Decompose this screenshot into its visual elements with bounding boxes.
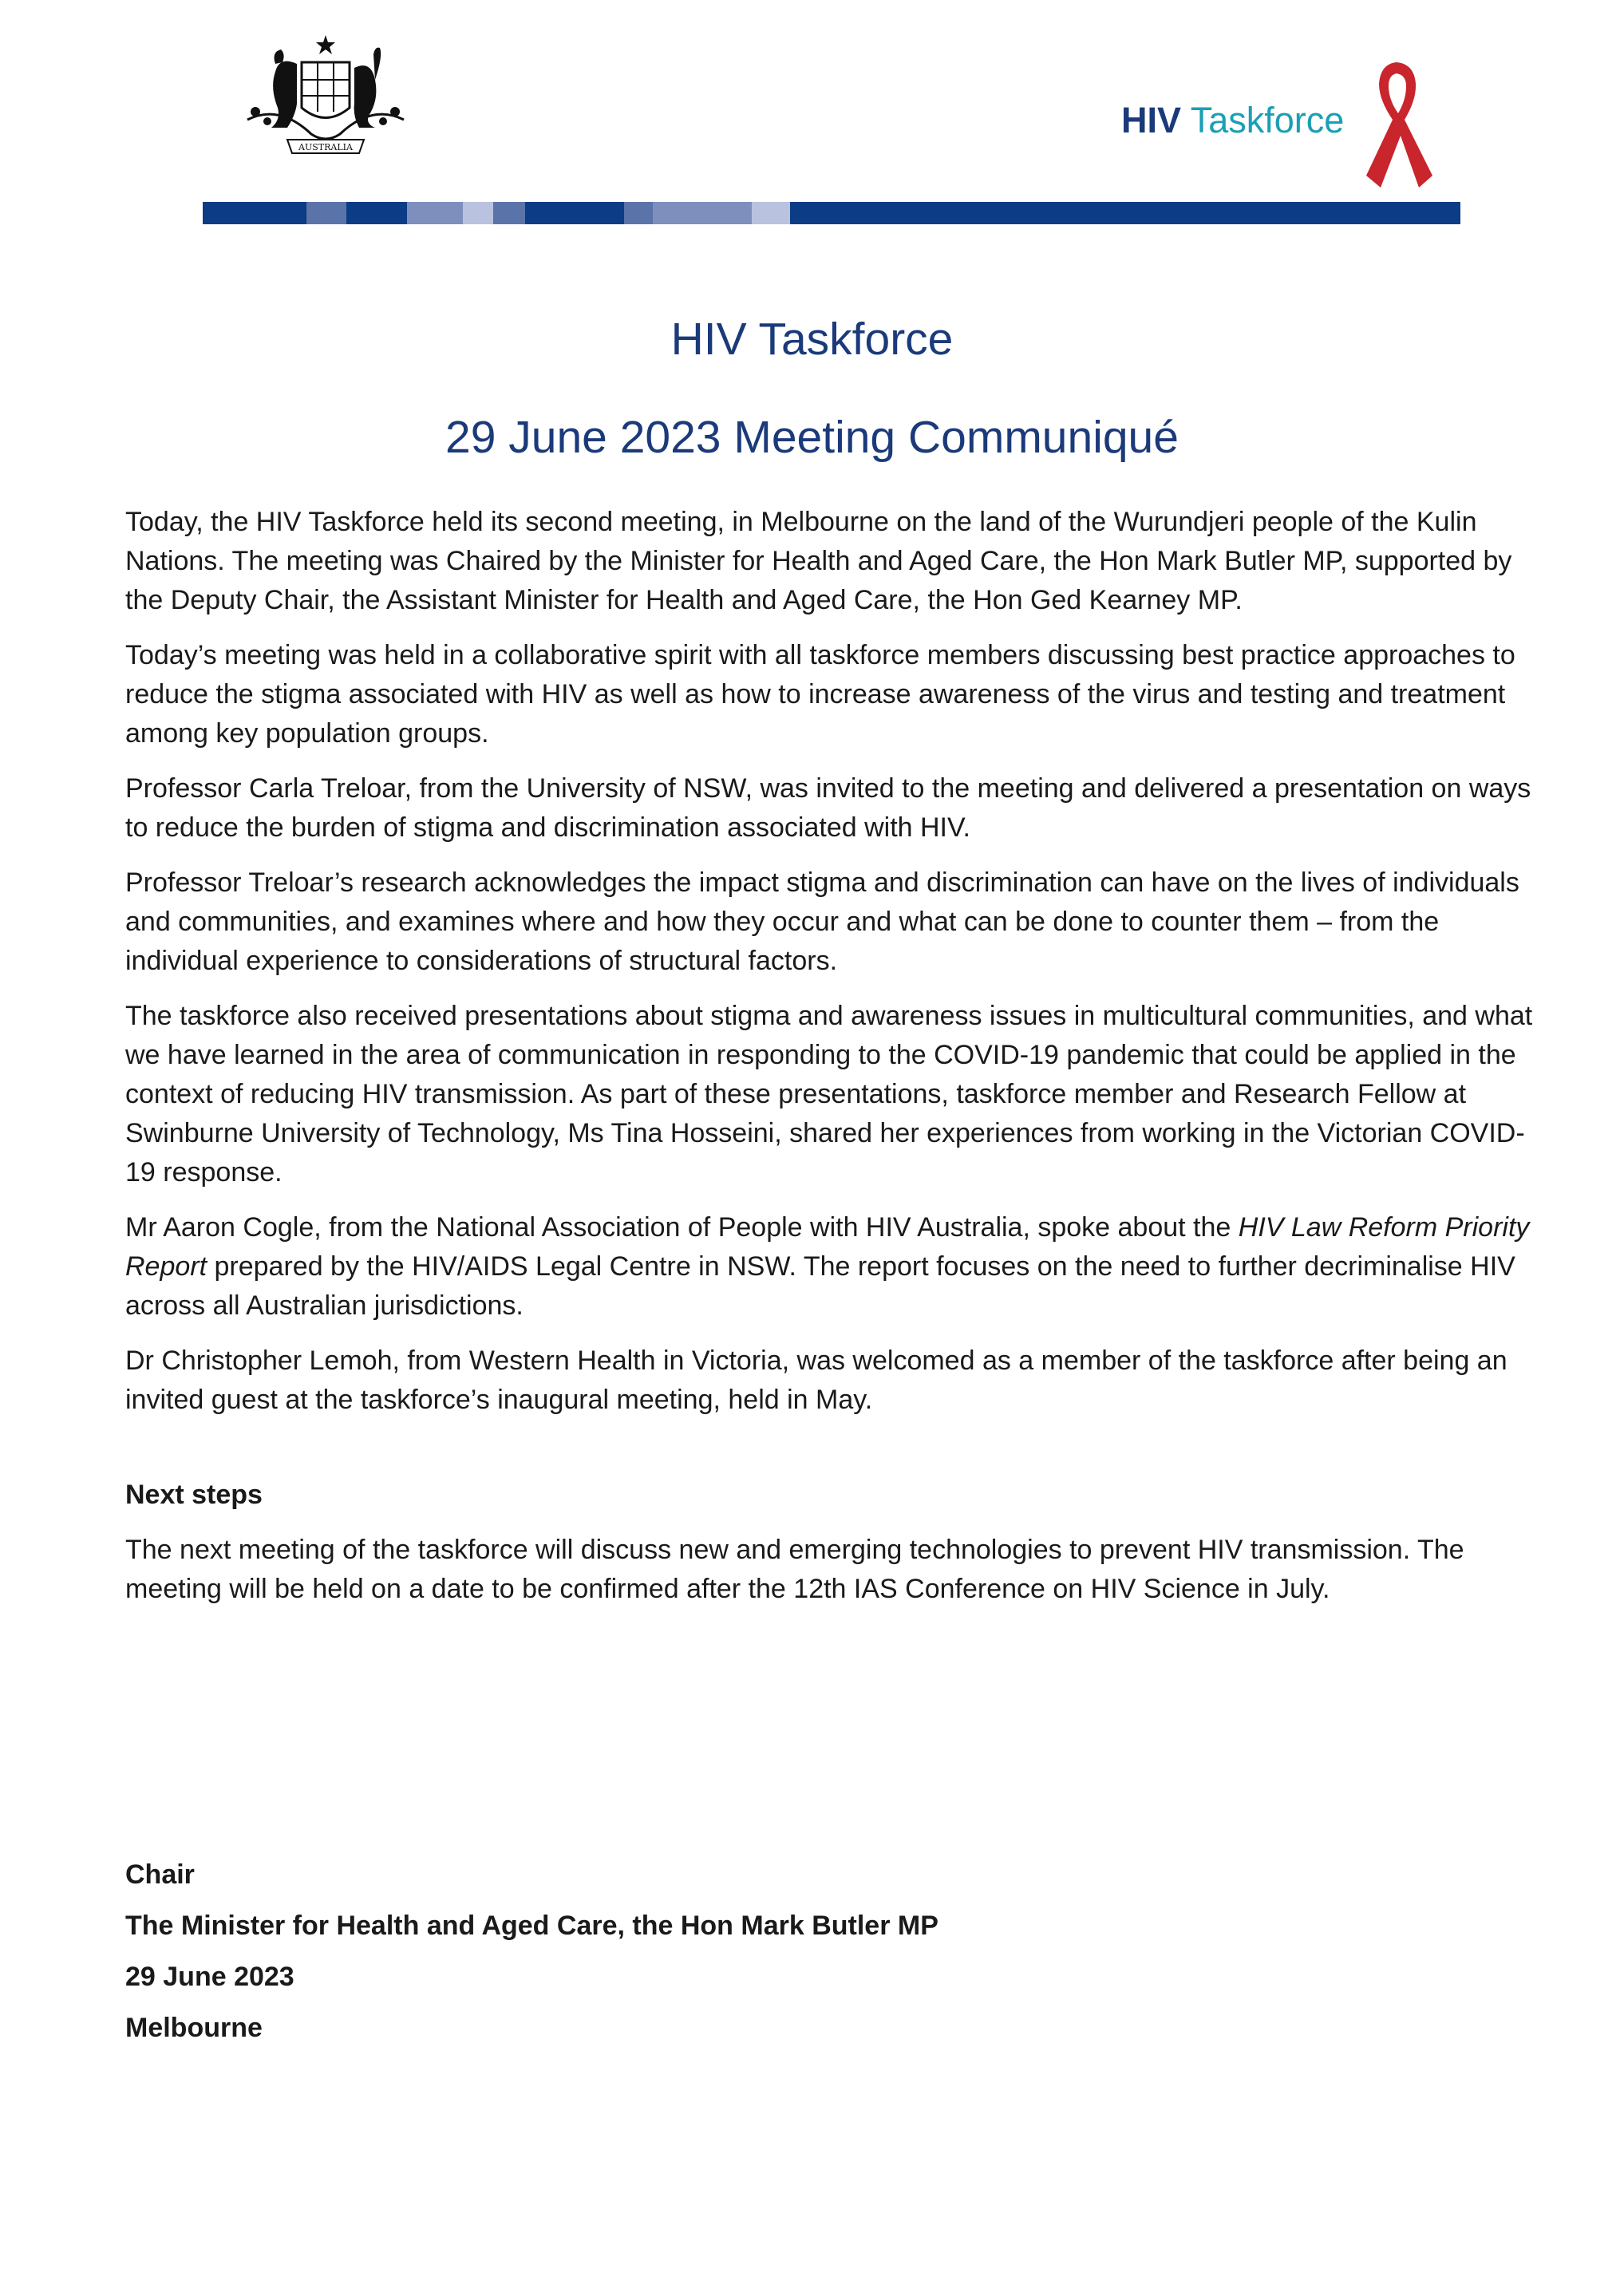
stripe-segment <box>306 202 346 224</box>
paragraph: Today’s meeting was held in a collaborative spirit with all taskforce members discussing best practice approaches to reduce the stigma associated with HIV as well as how to increase awareness of the virus and testing and treatment among key population groups. <box>125 640 1515 749</box>
stripe-segment <box>463 202 493 224</box>
signature-date: 29 June 2023 <box>125 1962 294 1992</box>
stripe-segment <box>525 202 624 224</box>
stripe-segment <box>407 202 463 224</box>
paragraph: Professor Carla Treloar, from the University of NSW, was invited to the meeting and delivered a presentation on ways to reduce the burden of stigma and discrimination associated with HIV. <box>125 773 1531 843</box>
paragraph: Professor Treloar’s research acknowledges the impact stigma and discrimination can have on the lives of individuals and communities, and examines where and how they occur and what can be done to counter them – from the individual experience to considerations of structural factors. <box>125 867 1519 976</box>
paragraph-cogle-after: prepared by the HIV/AIDS Legal Centre in NSW. The report focuses on the need to further decriminalise HIV across all Australian jurisdictions. <box>125 1251 1515 1321</box>
paragraph: Today, the HIV Taskforce held its second meeting, in Melbourne on the land of the Wurundjeri people of the Kulin Nations. The meeting was Chaired by the Minister for Health and Aged Care, the Hon Mark Butler MP, supported by the Deputy Chair, the Assistant Minister for Health and Aged Care, the Hon Ged Kearney MP. <box>125 507 1512 615</box>
paragraph: The taskforce also received presentations about stigma and awareness issues in multicultural communities, and what we have learned in the area of communication in responding to the COVID-19 pandemic that could be applied in the context of reducing HIV transmission. As part of these presentations, taskforce member and Research Fellow at Swinburne University of Technology, Ms Tina Hosseini, shared her experiences from working in the Victorian COVID-19 response. <box>125 1001 1533 1188</box>
document-title: HIV Taskforce <box>670 314 954 365</box>
signature-name: The Minister for Health and Aged Care, the Hon Mark Butler MP <box>125 1911 938 1941</box>
red-ribbon-icon <box>1357 56 1436 192</box>
paragraph-cogle-before: Mr Aaron Cogle, from the National Association of People with HIV Australia, spoke about the <box>125 1212 1239 1243</box>
coat-of-arms-scroll-text: AUSTRALIA <box>298 142 353 152</box>
coat-of-arms-emblem <box>231 32 415 168</box>
communique-body <box>125 503 1538 1625</box>
stripe-segment <box>752 202 790 224</box>
logo-text-bold: HIV <box>1121 100 1182 140</box>
stripe-segment <box>203 202 306 224</box>
logo-text-rest: Taskforce <box>1181 100 1345 140</box>
paragraph-cogle <box>125 1208 1538 1326</box>
report-title: HIV Law Reform Priority Report <box>125 1212 1530 1282</box>
stripe-segment <box>493 202 525 224</box>
signature-block <box>125 1855 1538 2060</box>
document-subtitle: 29 June 2023 Meeting Communiqué <box>445 412 1179 463</box>
hiv-taskforce-logo <box>1121 56 1440 196</box>
stripe-segment <box>653 202 752 224</box>
stripe-segment <box>790 202 1460 224</box>
paragraph-lemoh: Dr Christopher Lemoh, from Western Health in Victoria, was welcomed as a member of the taskforce after being an invited guest at the taskforce’s inaugural meeting, held in May. <box>125 1346 1507 1415</box>
next-steps-heading: Next steps <box>125 1480 263 1510</box>
header-divider-stripe <box>203 202 1460 224</box>
signature-place: Melbourne <box>125 2013 263 2043</box>
stripe-segment <box>346 202 407 224</box>
logo-text <box>1121 100 1344 141</box>
stripe-segment <box>624 202 653 224</box>
next-steps-text: The next meeting of the taskforce will discuss new and emerging technologies to prevent HIV transmission. The meeting will be held on a date to be confirmed after the 12th IAS Conference on HIV Science in July. <box>125 1535 1464 1604</box>
signature-role: Chair <box>125 1859 195 1890</box>
